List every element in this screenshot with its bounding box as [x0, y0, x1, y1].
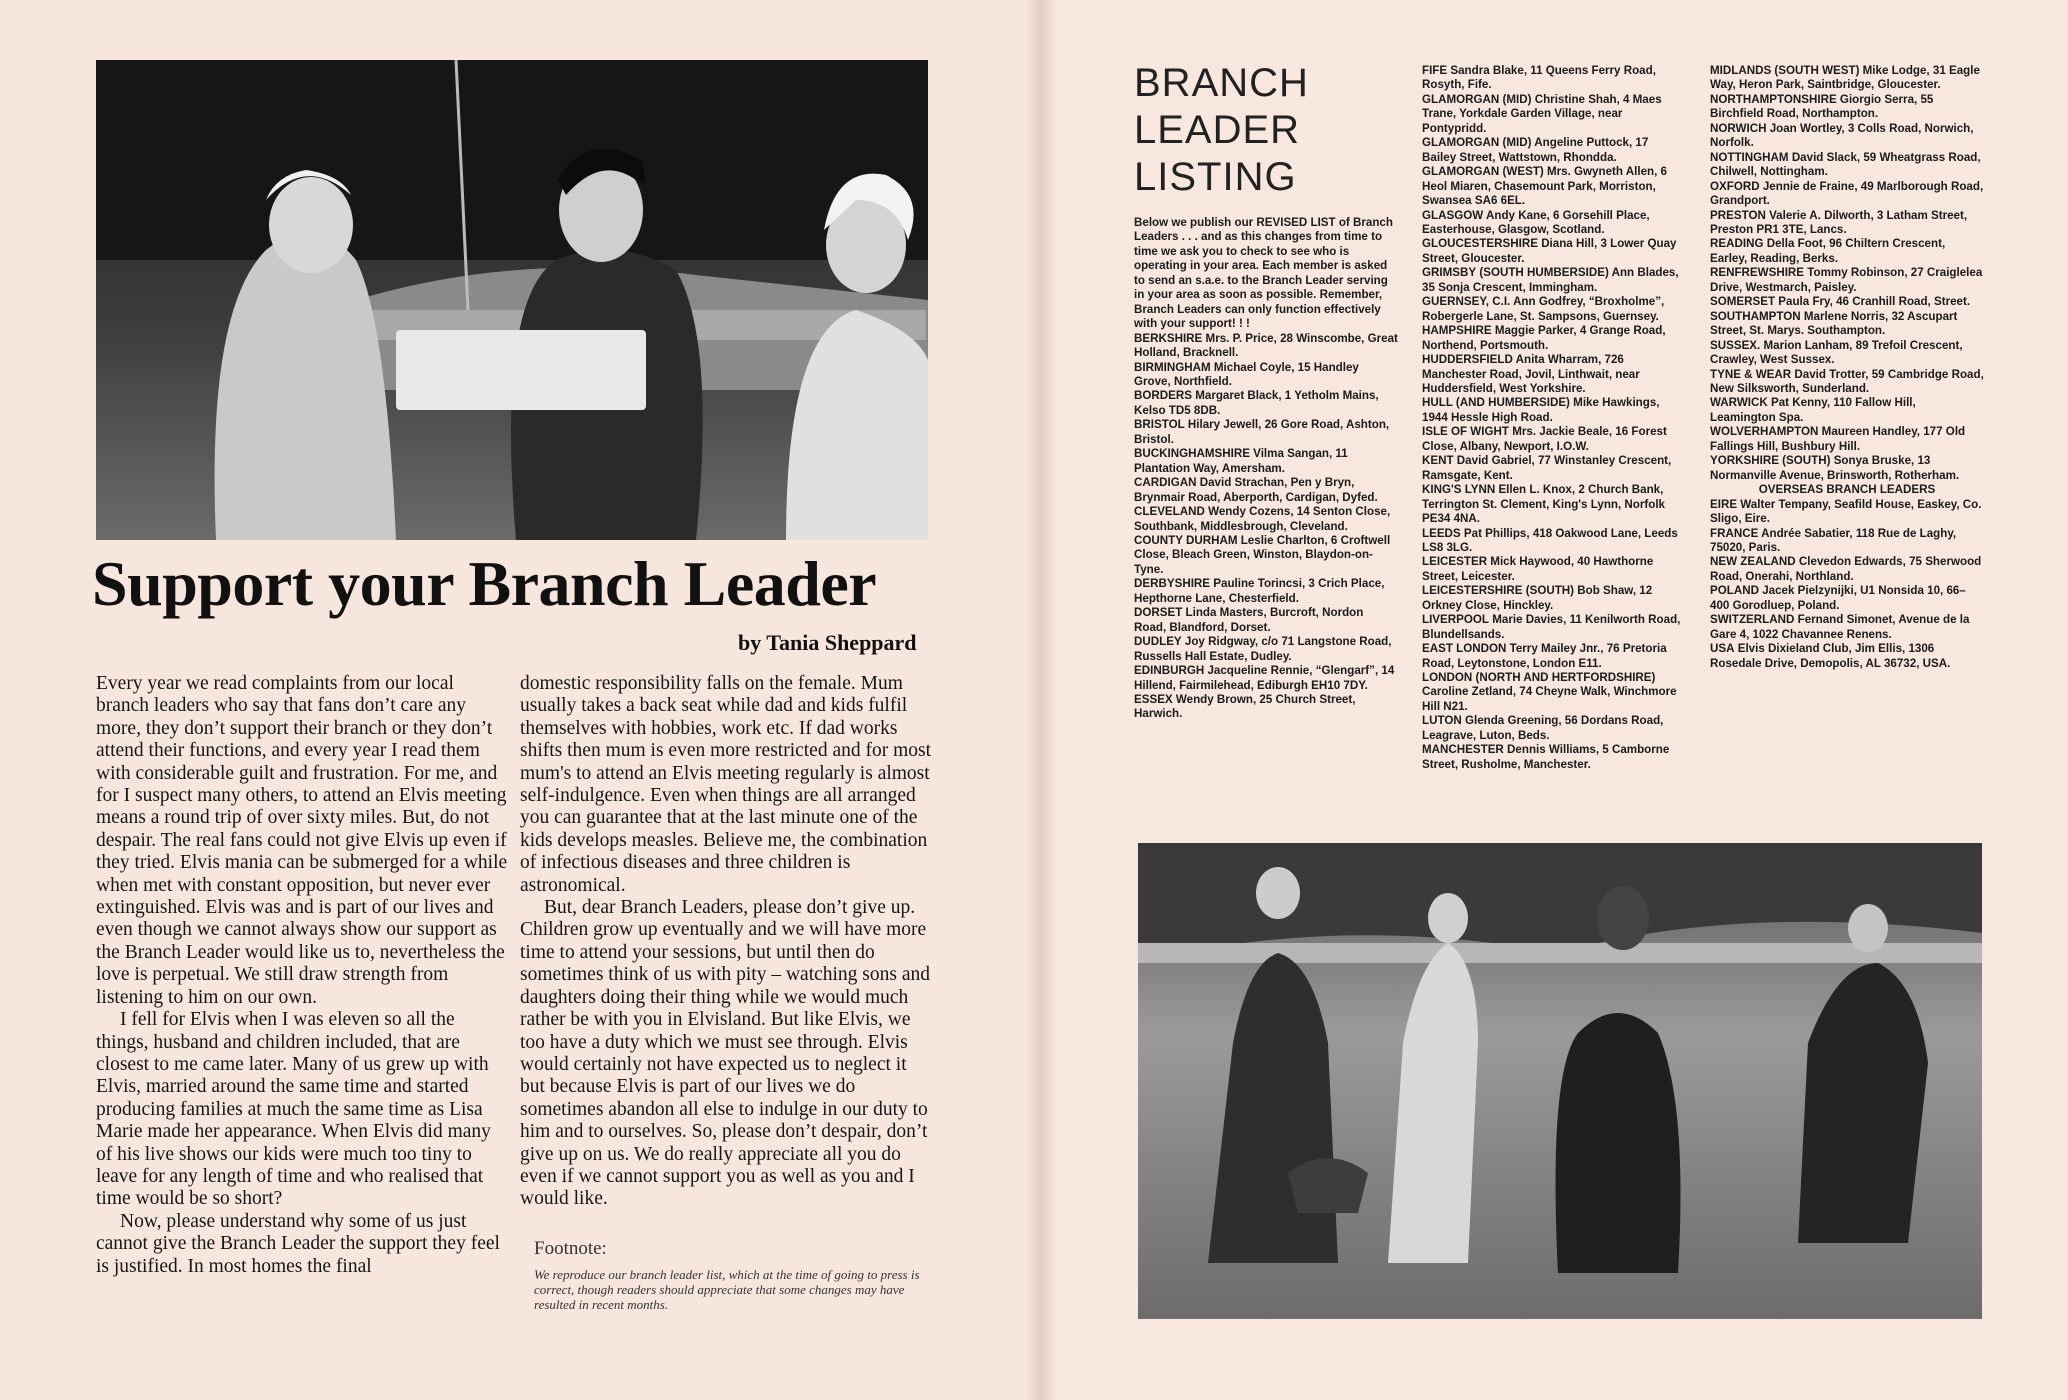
branch-entry [1422, 324, 1684, 353]
branch-entry [1710, 396, 1984, 425]
branch-details: Marlene Norris, 32 Ascupart Street, St. Marys. Southampton. [1710, 309, 1958, 338]
branch-county: HAMPSHIRE [1422, 324, 1492, 338]
branch-county: OXFORD [1710, 179, 1760, 193]
branch-county: BIRMINGHAM [1134, 360, 1211, 374]
branch-entry [1134, 361, 1398, 390]
branch-county: COUNTY DURHAM [1134, 533, 1238, 547]
branch-details: Wendy Cozens, 14 Senton Close, Southbank, Middlesbrough, Cleveland. [1134, 505, 1391, 533]
branch-county: HULL (AND HUMBERSIDE) [1422, 396, 1570, 410]
branch-county: EIRE [1710, 497, 1738, 511]
branch-county: DERBYSHIRE [1134, 577, 1211, 591]
listing-column-3 [1710, 64, 1984, 671]
branch-entry [1134, 664, 1398, 693]
branch-details: Glenda Greening, 56 Dordans Road, Leagrave, Luton, Beds. [1422, 714, 1664, 742]
branch-details: Joan Wortley, 3 Colls Road, Norwich, Norfolk. [1710, 121, 1974, 150]
branch-county: GLASGOW [1422, 208, 1484, 222]
branch-county: NORTHAMPTONSHIRE [1710, 92, 1837, 106]
branch-details: David Trotter, 59 Cambridge Road, New Silksworth, Sunderland. [1710, 367, 1984, 395]
listing-entries-3 [1710, 64, 1984, 483]
branch-county: CARDIGAN [1134, 476, 1197, 490]
branch-details: Marie Davies, 11 Kenilworth Road, Blundellsands. [1422, 613, 1681, 641]
branch-details: Hilary Jewell, 26 Gore Road, Ashton, Bristol. [1134, 418, 1390, 446]
branch-entry [1134, 693, 1398, 722]
article-paragraph: Now, please understand why some of us just cannot give the Branch Leader the support they feel is justified. In most homes the final [96, 1210, 500, 1277]
branch-entry [1710, 613, 1984, 642]
branch-entry [1422, 584, 1684, 613]
branch-details: David Gabriel, 77 Winstanley Crescent, Ramsgate, Kent. [1422, 454, 1672, 482]
branch-county: FRANCE [1710, 526, 1759, 540]
listing-title-line: LISTING [1134, 155, 1297, 199]
branch-county: POLAND [1710, 584, 1759, 598]
branch-details: Terry Mailey Jnr., 76 Pretoria Road, Leytonstone, London E11. [1422, 642, 1667, 670]
branch-entry [1710, 151, 1984, 180]
branch-county: PRESTON [1710, 208, 1766, 222]
branch-entry [1710, 295, 1984, 309]
branch-county: LUTON [1422, 714, 1462, 728]
branch-details: Jacek Pielzynijki, U1 Nonsida 10, 66–400 Gorodluep, Poland. [1710, 584, 1966, 612]
branch-details: (SOUTH) Bob Shaw, 12 Orkney Close, Hinckley. [1422, 584, 1653, 612]
branch-entry [1710, 584, 1984, 613]
article-column-2 [520, 673, 934, 1211]
branch-county: SOMERSET [1710, 295, 1776, 309]
branch-details: Wendy Brown, 25 Church Street, Harwich. [1134, 692, 1356, 721]
branch-entry [1422, 743, 1684, 772]
branch-details: Leslie Charlton, 6 Croftwell Close, Bleach Green, Winston, Blaydon-on-Tyne. [1134, 533, 1391, 576]
branch-details: Mrs. P. Price, 28 Winscombe, Great Holland, Bracknell. [1134, 331, 1398, 360]
branch-county: GRIMSBY [1422, 266, 1477, 280]
branch-county: SWITZERLAND [1710, 613, 1795, 627]
branch-details: Valerie A. Dilworth, 3 Latham Street, Preston PR1 3TE, Lancs. [1710, 208, 1968, 236]
branch-county: WOLVERHAMPTON [1710, 425, 1819, 439]
branch-county: LONDON [1422, 671, 1473, 685]
branch-county: LEICESTERSHIRE [1422, 584, 1523, 598]
footnote-title: Footnote: [534, 1238, 607, 1259]
branch-entry [1422, 136, 1684, 165]
branch-entry [1422, 642, 1684, 671]
branch-entry [1710, 93, 1984, 122]
branch-entry [1422, 454, 1684, 483]
branch-entry [1710, 122, 1984, 151]
branch-entry [1710, 368, 1984, 397]
branch-county: BRISTOL [1134, 418, 1185, 432]
branch-county: RENFREWSHIRE [1710, 266, 1805, 280]
branch-details: Andrée Sabatier, 118 Rue de Laghy, 75020, Paris. [1710, 526, 1957, 554]
branch-county: BUCKINGHAMSHIRE [1134, 447, 1250, 461]
branch-entry [1134, 418, 1398, 447]
article-paragraph: But, dear Branch Leaders, please don’t give up. Children grow up eventually and we will have more time to attend your sessions, but until then do sometimes think of us with pity – watching sons and daughters doing their thing while we would much rather be with you in Elvisland. But like Elvis, we too have a duty which we must see through. Elvis would certainly not have expected us to neglect it but because Elvis is part of our lives we do sometimes abandon all else to indulge in our duty to him and to ourselves. So, please don’t despair, don’t give up on us. We do really appreciate all you do even if we cannot support you as well as you and I would like. [520, 897, 931, 1210]
branch-details: Clevedon Edwards, 75 Sherwood Road, Onerahi, Northland. [1710, 555, 1982, 583]
branch-county: LEICESTER [1422, 555, 1488, 569]
branch-details: Walter Tempany, Seafild House, Easkey, Co. Sligo, Eire. [1710, 497, 1982, 526]
branch-entry [1710, 237, 1984, 266]
branch-details: Mrs. Jackie Beale, 16 Forest Close, Albany, Newport, I.O.W. [1422, 425, 1667, 453]
branch-details: Tommy Robinson, 27 Craiglelea Drive, Westmarch, Paisley. [1710, 266, 1983, 294]
branch-entry [1422, 613, 1684, 642]
photo-elvis-with-fans-image [96, 60, 928, 540]
branch-details: Maggie Parker, 4 Grange Road, Northend, Portsmouth. [1422, 324, 1666, 352]
footnote-text: We reproduce our branch leader list, which at the time of going to press is correct, though readers should appreciate that some changes may have resulted in recent months. [534, 1267, 920, 1312]
branch-county: GLOUCESTERSHIRE [1422, 237, 1538, 251]
branch-details: Michael Coyle, 15 Handley Grove, Northfield. [1134, 360, 1359, 388]
branch-county: NOTTINGHAM [1710, 150, 1789, 164]
photo-football-game [1138, 843, 1982, 1319]
branch-entry [1710, 180, 1984, 209]
branch-county: HUDDERSFIELD [1422, 353, 1513, 367]
branch-county: LEEDS [1422, 526, 1461, 540]
branch-county: NEW ZEALAND [1710, 555, 1796, 569]
branch-details: Paula Fry, 46 Cranhill Road, Street. [1778, 295, 1971, 309]
article-paragraph: I fell for Elvis when I was eleven so all the things, husband and children included, that are closest to me came later. Many of us grew up with Elvis, married around the same time and started producing families at much the same time as Lisa Marie made her appearance. When Elvis did many of his live shows our kids were much too tiny to leave for any length of time and who realised that time would be so short? [96, 1009, 491, 1210]
branch-details: Margaret Black, 1 Yetholm Mains, Kelso TD5 8DB. [1134, 389, 1379, 417]
page-gutter [1026, 0, 1056, 1400]
branch-details: Pat Kenny, 110 Fallow Hill, Leamington Spa. [1710, 396, 1916, 424]
branch-entry [1710, 454, 1984, 483]
branch-county: CLEVELAND [1134, 505, 1205, 519]
branch-entry [1422, 93, 1684, 136]
listing-column-1 [1134, 216, 1398, 722]
branch-entry [1134, 635, 1398, 664]
branch-entry [1134, 447, 1398, 476]
branch-details: Maureen Handley, 177 Old Fallings Hill, Bushbury Hill. [1710, 425, 1966, 453]
branch-entry [1710, 266, 1984, 295]
branch-details: Jennie de Fraine, 49 Marlborough Road, Grandport. [1710, 179, 1984, 208]
listing-title-line: LEADER [1134, 108, 1301, 152]
branch-entry [1710, 555, 1984, 584]
branch-entry [1422, 671, 1684, 714]
branch-details: Diana Hill, 3 Lower Quay Street, Gloucester. [1422, 237, 1677, 265]
branch-county: MIDLANDS [1710, 64, 1772, 77]
branch-entry [1422, 483, 1684, 526]
branch-county: ESSEX [1134, 692, 1173, 706]
branch-entry [1422, 266, 1684, 295]
listing-column-2 [1422, 64, 1684, 772]
branch-entry [1134, 476, 1398, 505]
branch-details: David Slack, 59 Wheatgrass Road, Chilwell, Nottingham. [1710, 150, 1981, 179]
branch-details: Ellen L. Knox, 2 Church Bank, Terrington St. Clement, King's Lynn, Norfolk PE34 4NA. [1422, 483, 1666, 526]
branch-details: Sandra Blake, 11 Queens Ferry Road, Rosyth, Fife. [1422, 64, 1656, 92]
branch-entry [1422, 555, 1684, 584]
branch-entry [1710, 310, 1984, 339]
listing-entries-1 [1134, 332, 1398, 722]
branch-details: (SOUTH WEST) Mike Lodge, 31 Eagle Way, Heron Park, Saintbridge, Gloucester. [1710, 64, 1980, 92]
branch-details: (NORTH AND HERTFORDSHIRE) Caroline Zetland, 74 Cheyne Walk, Winchmore Hill N21. [1422, 671, 1677, 713]
branch-entry [1710, 339, 1984, 368]
branch-entry [1422, 295, 1684, 324]
branch-county: KING'S LYNN [1422, 483, 1496, 497]
branch-county: WARWICK [1710, 396, 1768, 410]
branch-details: Mick Haywood, 40 Hawthorne Street, Leicester. [1422, 555, 1654, 583]
branch-details: (SOUTH HUMBERSIDE) Ann Blades, 35 Sonja Crescent, Immingham. [1422, 266, 1679, 294]
branch-county: ISLE OF WIGHT [1422, 425, 1509, 439]
article-headline: Support your Branch Leader [92, 548, 877, 619]
branch-details: (MID) Angeline Puttock, 17 Bailey Street, Wattstown, Rhondda. [1422, 136, 1649, 164]
branch-details: Vilma Sangan, 11 Plantation Way, Amersham. [1134, 447, 1348, 475]
listing-intro: Below we publish our REVISED LIST of Branch Leaders . . . and as this changes from time to time we ask you to check to see who is operating in your area. Each member is asked to send an s.a.e. to the Branch Leader serving in your area as soon as possible. Remember, Branch Leaders can only function effectively with your support! ! ! [1134, 216, 1393, 331]
branch-entry [1422, 165, 1684, 208]
overseas-heading: OVERSEAS BRANCH LEADERS [1758, 483, 1936, 497]
listing-title-line: BRANCH [1134, 61, 1309, 105]
branch-details: Pauline Torincsi, 3 Crich Place, Hepthorne Lane, Chesterfield. [1134, 577, 1385, 605]
branch-county: EDINBURGH [1134, 664, 1205, 678]
branch-entry [1710, 642, 1984, 671]
branch-entry [1422, 425, 1684, 454]
branch-details: David Strachan, Pen y Bryn, Brynmair Road, Aberporth, Cardigan, Dyfed. [1134, 476, 1378, 504]
listing-entries-2 [1422, 64, 1684, 772]
branch-county: USA [1710, 642, 1735, 656]
branch-county: DORSET [1134, 606, 1183, 620]
branch-details: Marion Lanham, 89 Trefoil Crescent, Crawley, West Sussex. [1710, 338, 1963, 367]
branch-county: BORDERS [1134, 389, 1192, 403]
branch-entry [1710, 498, 1984, 527]
branch-county: GLAMORGAN [1422, 165, 1500, 179]
branch-entry [1134, 534, 1398, 577]
photo-football-game-image [1138, 843, 1982, 1319]
branch-entry [1422, 237, 1684, 266]
branch-entry [1134, 389, 1398, 418]
branch-details: Elvis Dixieland Club, Jim Ellis, 1306 Rosedale Drive, Demopolis, AL 36732, USA. [1710, 642, 1951, 670]
branch-entry [1134, 505, 1398, 534]
article-paragraph: Every year we read complaints from our local branch leaders who say that fans don’t care any more, they don’t support their branch or they don’t attend their functions, and every year I read them with considerable guilt and frustration. For me, and for I suspect many others, to attend an Elvis meeting means a round trip of over sixty miles. But, do not despair. The real fans could not give Elvis up even if they tried. Elvis mania can be submerged for a while when met with constant opposition, but never ever extinguished. Elvis was and is part of our lives and even though we cannot always show our support as the Branch Leader would like us to, nevertheless the love is perpetual. We still draw strength from listening to him on our own. [96, 673, 508, 1008]
branch-details: Joy Ridgway, c/o 71 Langstone Road, Russells Hall Estate, Dudley. [1134, 635, 1392, 663]
branch-entry [1422, 64, 1684, 93]
branch-county: READING [1710, 237, 1764, 251]
branch-entry [1710, 425, 1984, 454]
branch-details: Linda Masters, Burcroft, Nordon Road, Blandford, Dorset. [1134, 606, 1364, 634]
branch-entry [1134, 606, 1398, 635]
branch-entry [1422, 353, 1684, 396]
branch-entry [1134, 577, 1398, 606]
branch-county: TYNE & WEAR [1710, 367, 1792, 381]
branch-entry [1422, 527, 1684, 556]
branch-county: MANCHESTER [1422, 743, 1504, 757]
branch-county: KENT [1422, 454, 1454, 468]
branch-county: DUDLEY [1134, 635, 1182, 649]
branch-details: Giorgio Serra, 55 Birchfield Road, Northampton. [1710, 92, 1934, 121]
branch-details: Anita Wharram, 726 Manchester Road, Jovil, Linthwait, near Huddersfield, West Yorkshire. [1422, 353, 1640, 395]
branch-entry [1422, 396, 1684, 425]
branch-entry [1710, 209, 1984, 238]
photo-elvis-with-fans [96, 60, 928, 540]
branch-county: SUSSEX. [1710, 338, 1761, 352]
branch-entry [1710, 64, 1984, 93]
branch-details: Della Foot, 96 Chiltern Crescent, Earley, Reading, Berks. [1710, 237, 1946, 265]
branch-details: (MID) Christine Shah, 4 Maes Trane, Yorkdale Garden Village, near Pontypridd. [1422, 92, 1662, 135]
branch-county: NORWICH [1710, 121, 1767, 135]
branch-entry [1710, 527, 1984, 556]
branch-county: SOUTHAMPTON [1710, 309, 1801, 323]
branch-details: Jacqueline Rennie, “Glengarf”, 14 Hillend, Fairmilehead, Ediburgh EH10 7DY. [1134, 664, 1395, 692]
branch-details: Ann Godfrey, “Broxholme”, Robergerle Lane, St. Sampsons, Guernsey. [1422, 295, 1665, 323]
article-paragraph: domestic responsibility falls on the female. Mum usually takes a back seat while dad and kids fulfil themselves with hobbies, work etc. If dad works shifts then mum is even more restricted and for most mum's to attend an Elvis meeting regularly is almost self-indulgence. Even when things are all arranged you can guarantee that at the last minute one of the kids develops measles. Believe me, the combination of infectious diseases and three children is astronomical. [520, 673, 932, 896]
article-column-1 [96, 673, 510, 1278]
branch-details: Mike Hawkings, 1944 Hessle High Road. [1422, 396, 1660, 424]
branch-entry [1134, 332, 1398, 361]
branch-details: Fernand Simonet, Avenue de la Gare 4, 1022 Chavannee Renens. [1710, 613, 1970, 641]
branch-county: EAST LONDON [1422, 642, 1507, 656]
overseas-entries [1710, 498, 1984, 671]
branch-details: (SOUTH) Sonya Bruske, 13 Normanville Avenue, Brinsworth, Rotherham. [1710, 454, 1960, 482]
listing-title [1134, 60, 1309, 201]
branch-county: GLAMORGAN [1422, 136, 1500, 150]
branch-entry [1422, 209, 1684, 238]
branch-county: GLAMORGAN [1422, 92, 1500, 106]
branch-county: LIVERPOOL [1422, 613, 1489, 627]
branch-details: Andy Kane, 6 Gorsehill Place, Easterhouse, Glasgow, Scotland. [1422, 208, 1650, 236]
branch-entry [1422, 714, 1684, 743]
branch-county: BERKSHIRE [1134, 331, 1203, 345]
branch-details: Pat Phillips, 418 Oakwood Lane, Leeds LS8 3LG. [1422, 526, 1678, 554]
article-byline: by Tania Sheppard [738, 630, 917, 655]
branch-county: YORKSHIRE [1710, 454, 1779, 468]
branch-details: (WEST) Mrs. Gwyneth Allen, 6 Heol Miaren, Chasemount Park, Morriston, Swansea SA6 6EL. [1422, 165, 1668, 208]
branch-county: FIFE [1422, 64, 1448, 77]
branch-county: GUERNSEY, C.I. [1422, 295, 1511, 309]
branch-details: Dennis Williams, 5 Camborne Street, Rusholme, Manchester. [1422, 743, 1670, 771]
